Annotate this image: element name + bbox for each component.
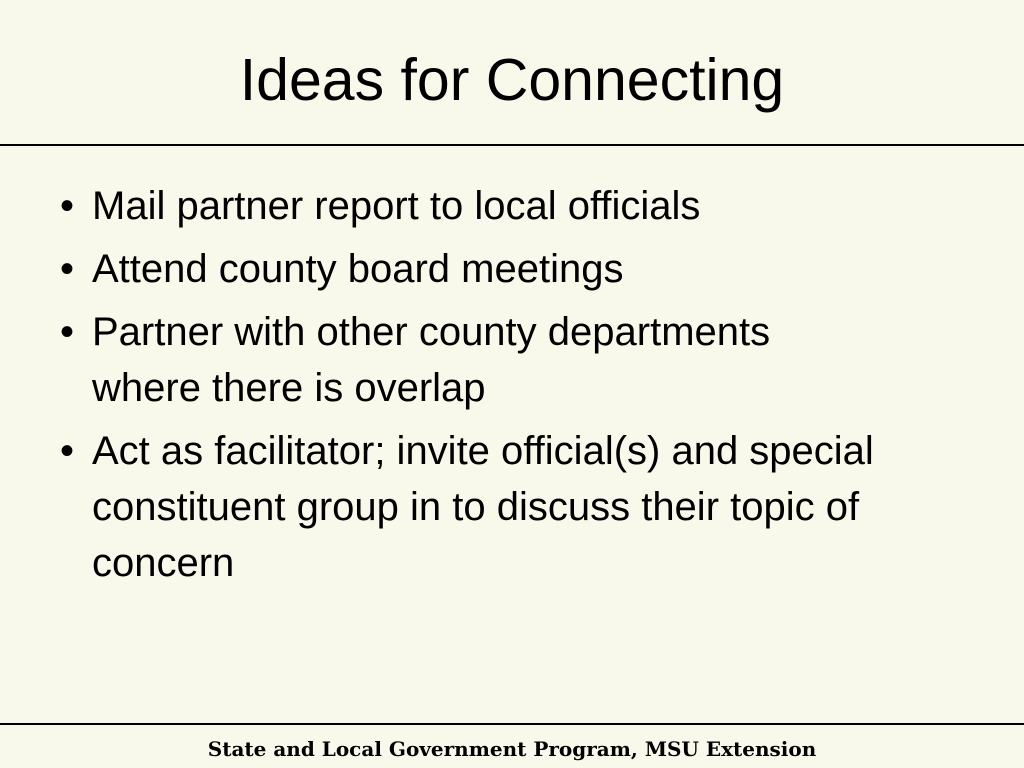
bullet-marker-icon: • <box>59 247 74 291</box>
bullet-item <box>52 423 882 591</box>
bullet-marker-icon: • <box>59 184 74 228</box>
slide-title: Ideas for Connecting <box>239 47 785 113</box>
bullet-text: Partner with other county departments where there is overlap <box>92 310 771 410</box>
bullet-text: Attend county board meetings <box>92 247 624 291</box>
slide-footer: State and Local Government Program, MSU Extension <box>207 737 817 761</box>
bullet-item <box>52 178 882 234</box>
title-divider <box>0 144 1024 146</box>
bullet-marker-icon: • <box>59 310 74 354</box>
bullet-item <box>52 304 882 416</box>
bullet-text: Mail partner report to local officials <box>92 184 701 228</box>
bullet-list <box>52 178 952 598</box>
bullet-marker-icon: • <box>59 429 74 473</box>
footer-divider <box>0 723 1024 725</box>
bullet-item <box>52 241 882 297</box>
bullet-text: Act as facilitator; invite official(s) and special constituent group in to discuss their topic of concern <box>92 429 874 585</box>
